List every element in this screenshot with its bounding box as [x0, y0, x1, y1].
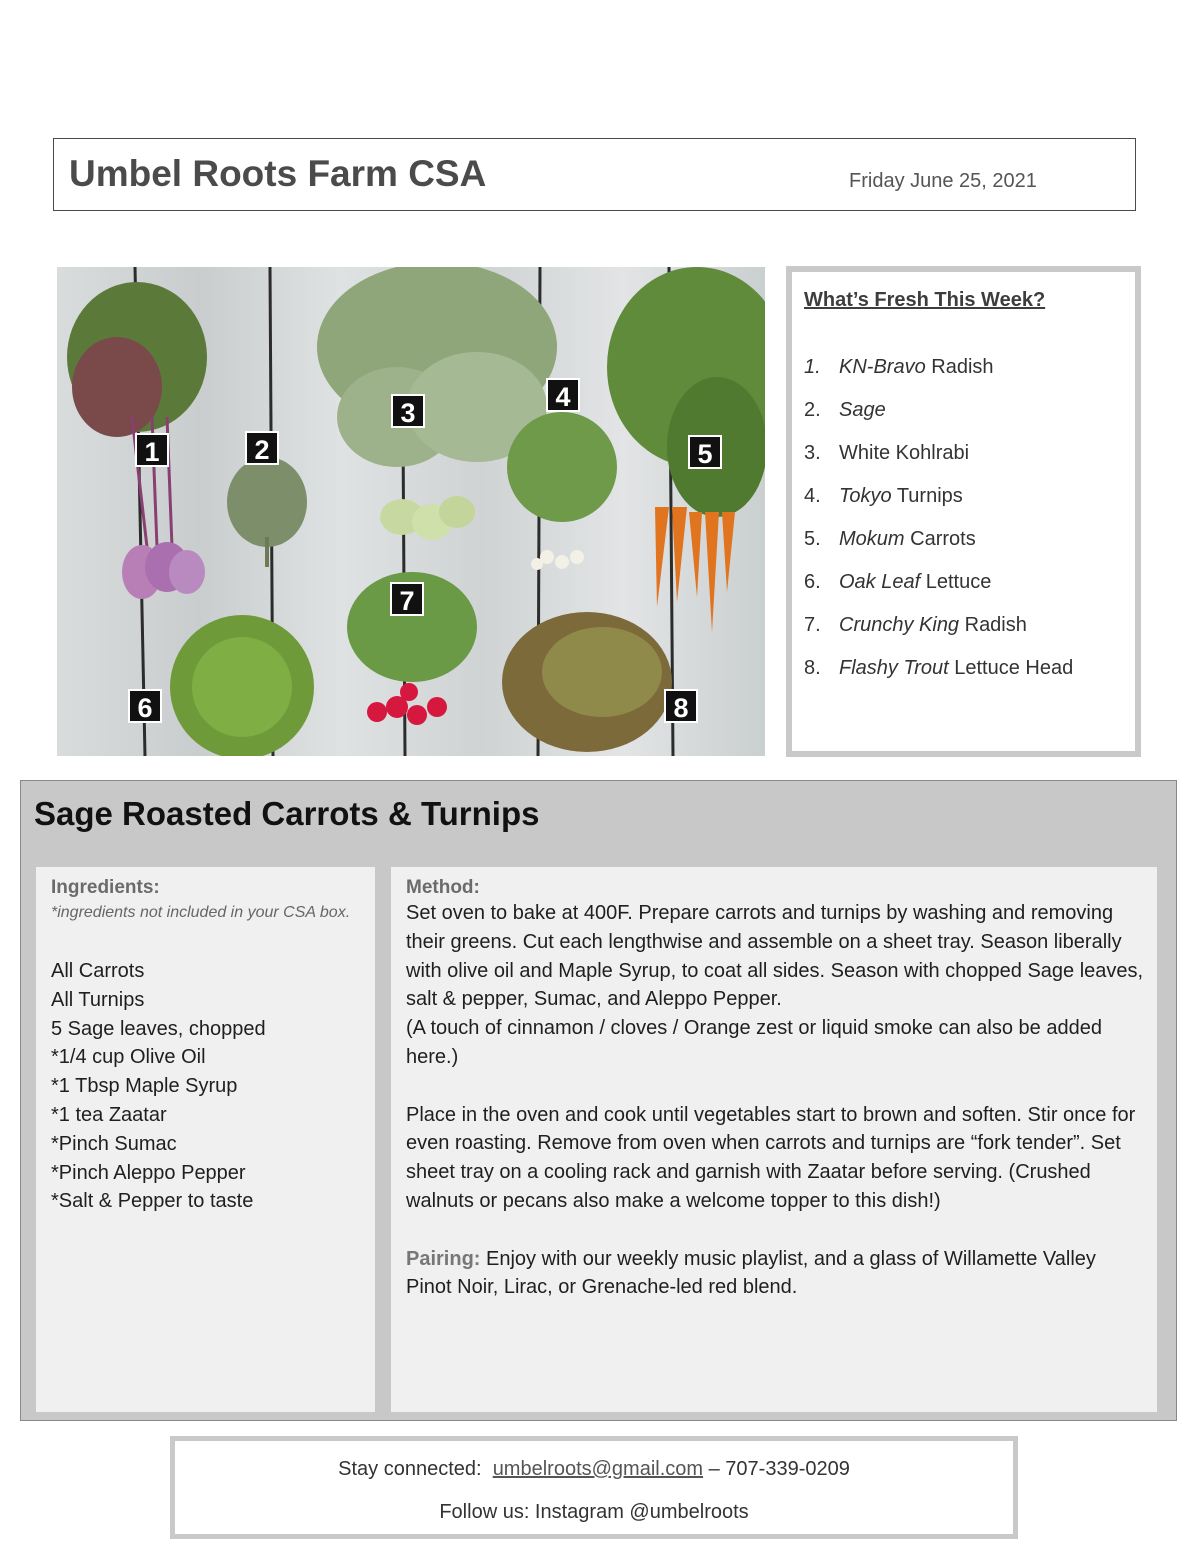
- ingredients-list: [51, 957, 361, 1216]
- list-item: 4. Tokyo Turnips: [804, 485, 963, 507]
- list-item: *1 tea Zaatar: [51, 1103, 167, 1126]
- email-link[interactable]: umbelroots@gmail.com: [492, 1458, 704, 1480]
- list-item: 5. Mokum Carrots: [804, 528, 976, 550]
- oakleaf-lettuce-6: [170, 615, 314, 756]
- list-item: All Turnips: [51, 988, 145, 1011]
- photo-badge-1: 1: [135, 433, 169, 467]
- whats-fresh-heading: What’s Fresh This Week?: [804, 289, 1046, 311]
- trout-lettuce-8: [502, 612, 672, 752]
- list-item: 8. Flashy Trout Lettuce Head: [804, 657, 1074, 679]
- carrot-bunch-5: [607, 267, 765, 632]
- instagram-line: Follow us: Instagram @umbelroots: [439, 1501, 749, 1523]
- photo-badge-5: 5: [688, 435, 722, 469]
- newsletter-header: [53, 138, 1136, 211]
- pairing-text: [406, 1245, 1146, 1303]
- list-item: 1. KN-Bravo Radish: [804, 356, 994, 378]
- phone-number: – 707-339-0209: [703, 1458, 850, 1480]
- list-item: 5 Sage leaves, chopped: [51, 1017, 266, 1040]
- issue-date: Friday June 25, 2021: [849, 170, 1037, 192]
- method-step-1: Set oven to bake at 400F. Prepare carrots and turnips by washing and removing their greens. Cut each lengthwise and assemble on a sheet tray. Season liberally with olive oil and Maple Syrup, to coat all sides. Season with chopped Sage leaves, salt & pepper, Sumac, and Aleppo Pepper.: [406, 902, 1144, 1011]
- sage-bunch-2: [227, 457, 307, 567]
- list-item: *Pinch Aleppo Pepper: [51, 1161, 246, 1184]
- method-heading: Method:: [406, 877, 480, 898]
- footer-contact: [170, 1436, 1018, 1539]
- vegetables-photo: [57, 267, 765, 756]
- photo-badge-3: 3: [391, 394, 425, 428]
- vegetables-illustration: [57, 267, 765, 756]
- list-item: *Pinch Sumac: [51, 1132, 177, 1155]
- pairing-label: Pairing:: [406, 1247, 481, 1270]
- method-step-2: Place in the oven and cook until vegetables start to brown and soften. Stir once for even roasting. Remove from oven when carrots and turnips are “fork tender”. Set sheet tray on a cooling rack and garnish with Zaatar before serving. (Crushed walnuts or pecans also make a welcome topper to this dish!): [406, 1103, 1136, 1212]
- photo-badge-4: 4: [546, 378, 580, 412]
- photo-badge-2: 2: [245, 431, 279, 465]
- whats-fresh-panel: [786, 266, 1141, 757]
- list-item: 6. Oak Leaf Lettuce: [804, 571, 992, 593]
- photo-badge-8: 8: [664, 689, 698, 723]
- farm-title: Umbel Roots Farm CSA: [69, 153, 487, 194]
- recipe-title: Sage Roasted Carrots & Turnips: [34, 795, 540, 832]
- recipe-section: [20, 780, 1177, 1421]
- ingredients-note: *ingredients not included in your CSA box.: [51, 904, 351, 921]
- method-panel: [391, 867, 1157, 1412]
- turnip-bunch-4: [507, 412, 617, 570]
- list-item: 2. Sage: [804, 399, 886, 421]
- list-item: All Carrots: [51, 960, 145, 982]
- list-item: 3. White Kohlrabi: [804, 442, 970, 464]
- list-item: *1 Tbsp Maple Syrup: [51, 1075, 238, 1098]
- list-item: *Salt & Pepper to taste: [51, 1190, 254, 1213]
- contact-line: [175, 1458, 1013, 1481]
- list-item: *1/4 cup Olive Oil: [51, 1046, 206, 1069]
- pairing-body: Enjoy with our weekly music playlist, and a glass of Willamette Valley Pinot Noir, Lirac, or Grenache-led red blend.: [406, 1247, 1096, 1299]
- photo-badge-7: 7: [390, 582, 424, 616]
- fresh-list: [804, 356, 1073, 700]
- method-step-1-note: (A touch of cinnamon / cloves / Orange zest or liquid smoke can also be added here.): [406, 1017, 1102, 1068]
- ingredients-heading: Ingredients:: [51, 877, 160, 898]
- list-item: 7. Crunchy King Radish: [804, 614, 1027, 636]
- photo-badge-6: 6: [128, 689, 162, 723]
- stay-connected-label: Stay connected:: [338, 1458, 482, 1480]
- ingredients-panel: [36, 867, 375, 1412]
